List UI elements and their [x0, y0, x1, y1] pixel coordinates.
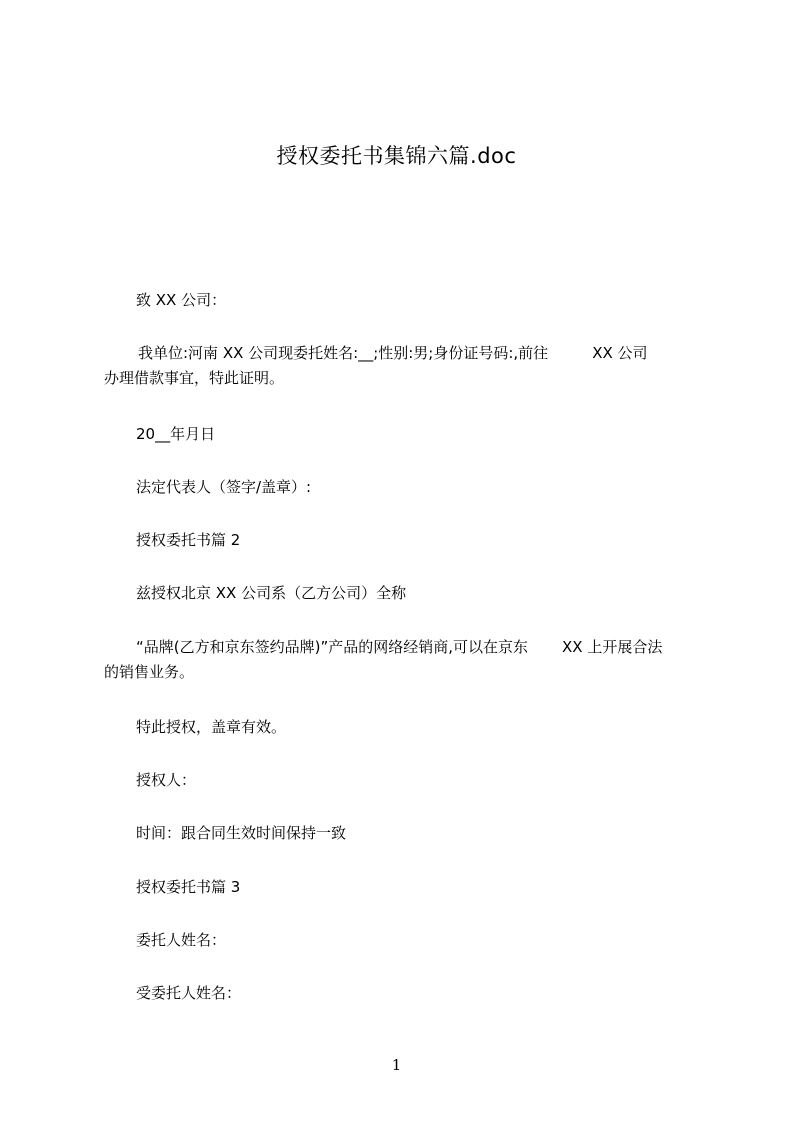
paragraph-text: 我单位:河南 XX 公司现委托姓名:__;性别:男;身份证号码:,前往: [138, 344, 549, 362]
paragraph-principal-name: 委托人姓名：: [136, 931, 227, 949]
paragraph-line: [104, 341, 704, 366]
paragraph-time: 时间：跟合同生效时间保持一致: [136, 824, 347, 842]
paragraph-brand-distributor: [104, 635, 704, 685]
section-heading-3: 授权委托书篇 3: [136, 878, 241, 896]
paragraph-salutation: 致 XX 公司：: [136, 291, 227, 309]
paragraph-text: XX 公司: [592, 344, 648, 362]
section-heading-2: 授权委托书篇 2: [136, 531, 241, 549]
paragraph-authorizer: 授权人：: [136, 771, 197, 789]
paragraph-legal-representative: 法定代表人（签字/盖章）:: [136, 478, 312, 496]
paragraph-special-authorization: 特此授权，盖章有效。: [136, 718, 287, 736]
paragraph-line: [104, 635, 704, 660]
paragraph-date: 20__年月日: [136, 425, 216, 443]
document-title: 授权委托书集锦六篇.doc: [276, 144, 517, 168]
paragraph-line: 办理借款事宜，特此证明。: [104, 369, 285, 387]
paragraph-authorization-statement: [104, 341, 704, 391]
paragraph-agent-name: 受委托人姓名：: [136, 984, 242, 1002]
paragraph-authorization-company: 兹授权北京 XX 公司系（乙方公司）全称: [136, 584, 407, 602]
paragraph-line: 的销售业务。: [104, 663, 195, 681]
page-number: 1: [391, 1056, 402, 1074]
paragraph-text: XX 上开展合法: [562, 638, 663, 656]
paragraph-text: “品牌(乙方和京东签约品牌)”产品的网络经销商,可以在京东: [136, 638, 529, 656]
